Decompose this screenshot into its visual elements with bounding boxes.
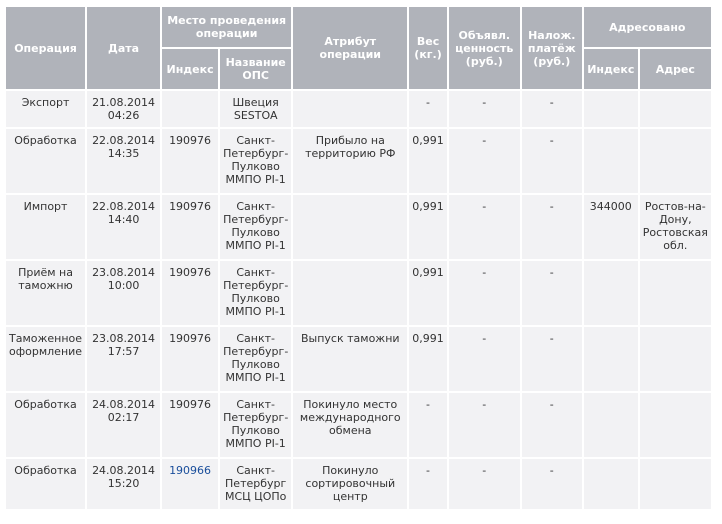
cell-attribute: Покинуло место международного обмена <box>293 393 407 457</box>
cell-cod: - <box>522 261 582 325</box>
cell-cod: - <box>522 129 582 193</box>
table-row <box>6 261 711 325</box>
cell-index: 190976 <box>162 129 218 193</box>
cell-weight: 0,991 <box>409 261 447 325</box>
cell-addr-index <box>584 129 638 193</box>
cell-weight: - <box>409 91 447 127</box>
cell-cod: - <box>522 459 582 509</box>
cell-ops-name: Швеция SESTOA <box>220 91 291 127</box>
cell-addr-address <box>640 261 711 325</box>
cell-operation: Таможенное оформление <box>6 327 85 391</box>
cell-weight: - <box>409 459 447 509</box>
header-operation: Операция <box>6 7 85 89</box>
cell-date <box>87 327 160 391</box>
header-addressed-address: Адрес <box>640 49 711 89</box>
table-header <box>6 7 711 89</box>
header-addressed-index: Индекс <box>584 49 638 89</box>
cell-date-day: 23.08.2014 <box>92 332 156 345</box>
cell-operation: Обработка <box>6 459 85 509</box>
table-body <box>6 91 711 509</box>
cell-ops-name: Санкт-Петербург-Пулково ММПО PI-1 <box>220 327 291 391</box>
cell-index-link[interactable]: 190966 <box>162 459 218 509</box>
tracking-table <box>4 5 713 511</box>
cell-attribute: Выпуск таможни <box>293 327 407 391</box>
cell-addr-address <box>640 393 711 457</box>
header-declared-value: Объявл. ценность (руб.) <box>449 7 520 89</box>
cell-date-time: 02:17 <box>107 411 140 424</box>
header-ops-name: Название ОПС <box>220 49 291 89</box>
table-row <box>6 195 711 259</box>
cell-declared-value: - <box>449 195 520 259</box>
header-cod: Налож. платёж (руб.) <box>522 7 582 89</box>
cell-operation: Обработка <box>6 129 85 193</box>
cell-operation: Приём на таможню <box>6 261 85 325</box>
cell-date-day: 24.08.2014 <box>92 398 156 411</box>
cell-operation: Экспорт <box>6 91 85 127</box>
cell-date-day: 23.08.2014 <box>92 266 156 279</box>
cell-index: 190976 <box>162 393 218 457</box>
cell-date-day: 22.08.2014 <box>92 134 156 147</box>
header-addressed-group: Адресовано <box>584 7 711 47</box>
cell-declared-value: - <box>449 129 520 193</box>
cell-addr-index <box>584 91 638 127</box>
header-place-group: Место проведения операции <box>162 7 291 47</box>
cell-index: 190976 <box>162 327 218 391</box>
cell-addr-index <box>584 393 638 457</box>
cell-date-time: 14:35 <box>107 147 140 160</box>
header-date: Дата <box>87 7 160 89</box>
header-attribute: Атрибут операции <box>293 7 407 89</box>
cell-cod: - <box>522 393 582 457</box>
header-place-index: Индекс <box>162 49 218 89</box>
cell-cod: - <box>522 91 582 127</box>
cell-addr-index <box>584 261 638 325</box>
cell-ops-name: Санкт-Петербург МСЦ ЦОПо <box>220 459 291 509</box>
cell-index: 190976 <box>162 195 218 259</box>
cell-attribute <box>293 91 407 127</box>
cell-date <box>87 393 160 457</box>
cell-date <box>87 261 160 325</box>
cell-attribute <box>293 261 407 325</box>
cell-date <box>87 195 160 259</box>
cell-date-time: 10:00 <box>107 279 140 292</box>
table-row <box>6 129 711 193</box>
cell-declared-value: - <box>449 459 520 509</box>
cell-date <box>87 459 160 509</box>
cell-date-time: 04:26 <box>107 109 140 122</box>
cell-cod: - <box>522 327 582 391</box>
cell-date-time: 17:57 <box>107 345 140 358</box>
cell-weight: 0,991 <box>409 129 447 193</box>
cell-addr-address <box>640 91 711 127</box>
cell-ops-name: Санкт-Петербург-Пулково ММПО PI-1 <box>220 261 291 325</box>
cell-date-day: 24.08.2014 <box>92 464 156 477</box>
cell-date-time: 15:20 <box>107 477 140 490</box>
cell-cod: - <box>522 195 582 259</box>
cell-declared-value: - <box>449 393 520 457</box>
cell-weight: 0,991 <box>409 327 447 391</box>
table-row <box>6 327 711 391</box>
table-row <box>6 459 711 509</box>
cell-date-day: 22.08.2014 <box>92 200 156 213</box>
cell-addr-index <box>584 459 638 509</box>
cell-addr-address <box>640 327 711 391</box>
cell-date <box>87 129 160 193</box>
cell-index <box>162 91 218 127</box>
cell-addr-index: 344000 <box>584 195 638 259</box>
cell-index: 190976 <box>162 261 218 325</box>
cell-ops-name: Санкт-Петербург-Пулково ММПО PI-1 <box>220 129 291 193</box>
cell-weight: 0,991 <box>409 195 447 259</box>
cell-declared-value: - <box>449 327 520 391</box>
cell-ops-name: Санкт-Петербург-Пулково ММПО PI-1 <box>220 393 291 457</box>
cell-addr-address <box>640 129 711 193</box>
cell-weight: - <box>409 393 447 457</box>
cell-date-day: 21.08.2014 <box>92 96 156 109</box>
cell-attribute <box>293 195 407 259</box>
cell-operation: Обработка <box>6 393 85 457</box>
cell-addr-address <box>640 459 711 509</box>
cell-addr-address: Ростов-на-Дону, Ростовская обл. <box>640 195 711 259</box>
cell-attribute: Покинуло сортировочный центр <box>293 459 407 509</box>
cell-addr-index <box>584 327 638 391</box>
cell-date-time: 14:40 <box>107 213 140 226</box>
cell-ops-name: Санкт-Петербург-Пулково ММПО PI-1 <box>220 195 291 259</box>
cell-attribute: Прибыло на территорию РФ <box>293 129 407 193</box>
cell-declared-value: - <box>449 91 520 127</box>
table-row <box>6 91 711 127</box>
table-row <box>6 393 711 457</box>
cell-date <box>87 91 160 127</box>
header-weight: Вес (кг.) <box>409 7 447 89</box>
cell-declared-value: - <box>449 261 520 325</box>
cell-operation: Импорт <box>6 195 85 259</box>
